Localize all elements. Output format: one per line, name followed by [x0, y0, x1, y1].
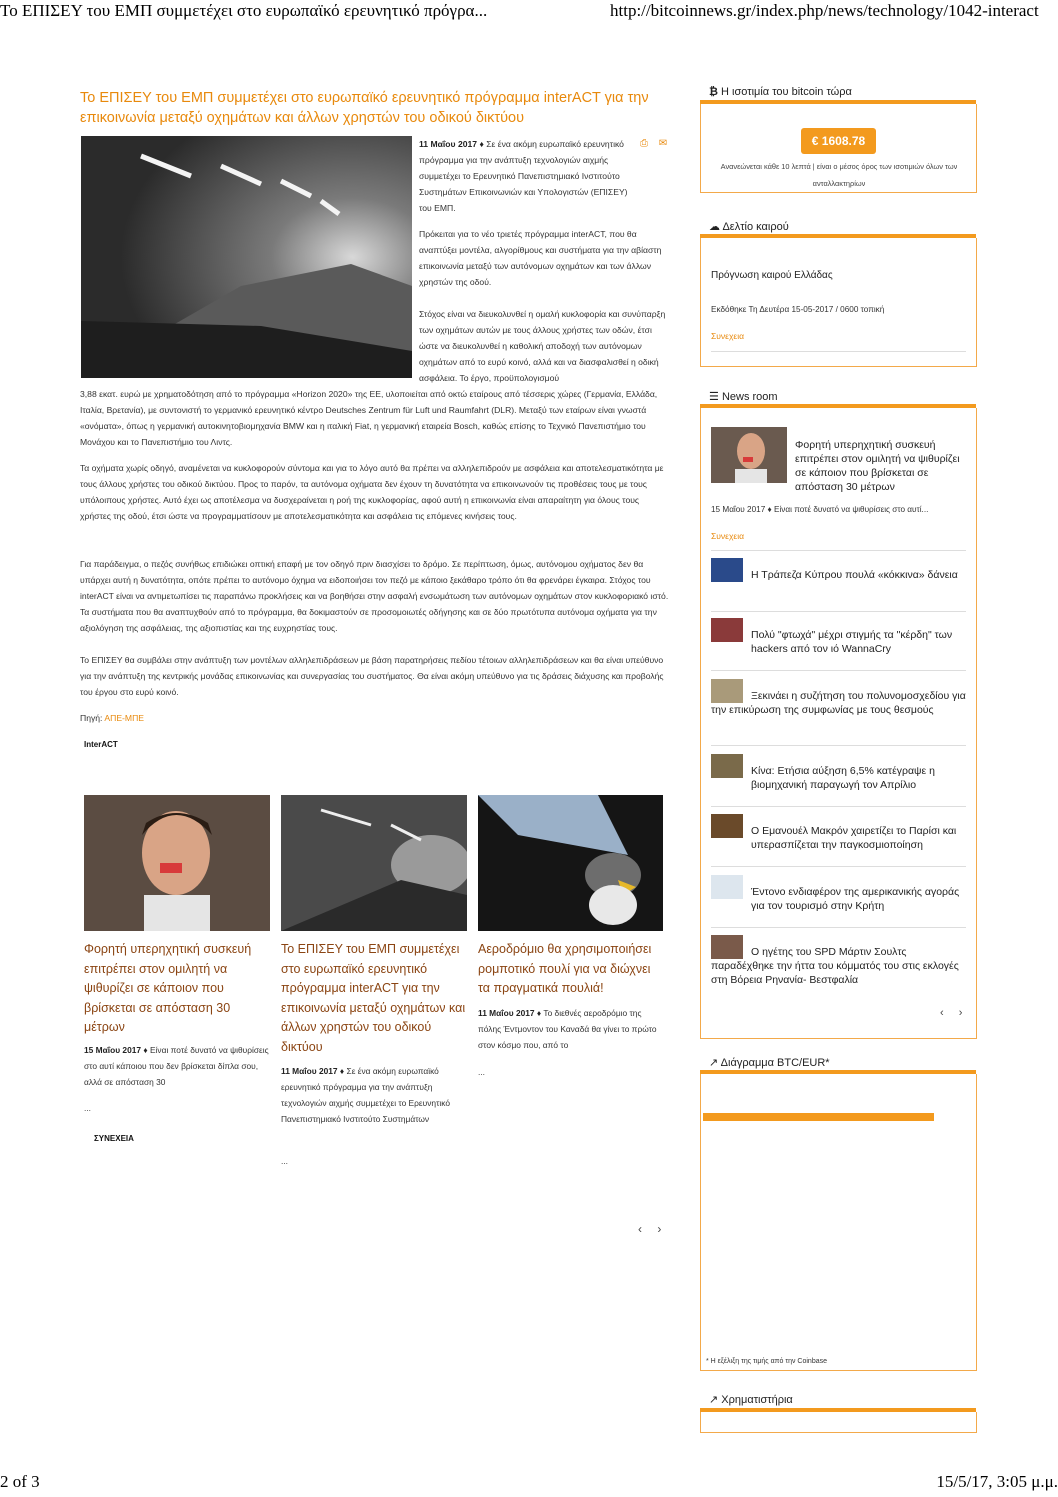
article-paragraph-3b: 3,88 εκατ. ευρώ με χρηματοδότηση από το πρόγραμμα «Horizon 2020» της ΕΕ, υλοποιείται από οκτώ εταίρους από τέσσερις χώρες (Γερμανία, Ελλάδα, Ιταλία, Βρετανία), με συντονιστή το γερμανικό ερευνητικό κέντρο Deutsches Zentrum für Luft und Raumfahrt (DLR). Μεταξύ των εταίρων είναι γνωστά «ονόματα», όπως η γερμανική αυτοκινητοβιομηχανία BMW και η ιταλική Fiat, η γερμανική εταιρεία Bosch, καθώς επίσης το Τεχνικό Πανεπιστήμιο του Μονάχου και το Πανεπιστήμιο του Λιντς.: [80, 389, 658, 447]
card-ellipsis: ...: [281, 1156, 288, 1166]
card-ellipsis: ...: [478, 1067, 485, 1077]
article-tag[interactable]: InterACT: [84, 740, 118, 749]
list-icon: ☰: [709, 391, 719, 403]
source-label: Πηγή:: [80, 713, 103, 723]
weather-issued: Εκδόθηκε Τη Δευτέρα 15-05-2017 / 0600 τοπική: [711, 305, 885, 314]
news-item-china[interactable]: Κίνα: Ετήσια αύξηση 6,5% κατέγραψε η βιομηχανική παραγωγή τον Απρίλιο: [751, 765, 935, 791]
print-page-url: http://bitcoinnews.gr/index.php/news/technology/1042-interact: [610, 1, 1039, 20]
bitcoin-icon: ₿: [709, 86, 718, 98]
card-excerpt: Σε ένα ακόμη ευρωπαϊκό ερευνητικό πρόγραμμα για την ανάπτυξη τεχνολογιών αιχμής συμμετέχει το Ερευνητικό Πανεπιστημιακό Ινστιτούτο Συστημάτων: [281, 1066, 450, 1124]
article-paragraph-6: Το ΕΠΙΣΕΥ θα συμβάλει στην ανάπτυξη των μοντέλων αλληλεπιδράσεων με βάση παρατηρήσεις πεδίου τέτοιων αλληλεπιδράσεων και θα είναι υπεύθυνο για την ανάπτυξη της κεντρικής μονάδας επικοινωνίας και συνεργασίας του συστήματος. Θα είναι ακόμη υπεύθυνο για τις δράσεις διάχυσης και προβολής του έργου στο ευρύ κοινό.: [80, 655, 664, 697]
card-image-whisper[interactable]: [84, 795, 270, 931]
news-item-bank-cyprus[interactable]: Η Τράπεζα Κύπρου πουλά «κόκκινα» δάνεια: [751, 569, 958, 581]
news-item-bill[interactable]: Ξεκινάει η συζήτηση του πολυνομοσχεδίου για την επικύρωση της συμφωνίας με τους θεσμούς: [711, 690, 966, 716]
newsroom-heading-text: News room: [721, 391, 778, 403]
card-title-interact[interactable]: Το ΕΠΙΣΕΥ του ΕΜΠ συμμετέχει στο ευρωπαϊκό ερευνητικό πρόγραμμα interACT για την επικοινωνία μεταξύ οχημάτων και άλλων χρηστών του οδικού δικτύου: [281, 942, 466, 1054]
article-image: [81, 136, 412, 378]
newsroom-next-arrow[interactable]: ›: [958, 1007, 963, 1019]
print-datetime: 15/5/17, 3:05 μ.μ.: [936, 1472, 1058, 1491]
card-image-robot-bird[interactable]: [478, 795, 663, 931]
article-paragraph-2: Πρόκειται για το νέο τριετές πρόγραμμα interACT, που θα αναπτύξει μοντέλα, αλγορίθμους και συστήματα για την αβίαστη επικοινωνία μεταξύ των αυτόνομων οχημάτων και των άλλων χρηστών της οδού.: [419, 229, 662, 287]
cards-prev-arrow[interactable]: ‹: [638, 1222, 642, 1236]
newsroom-lead-excerpt: Είναι ποτέ δυνατό να ψιθυρίσεις στο αυτί...: [774, 505, 929, 514]
card-excerpt: Το διεθνές αεροδρόμιο της πόλης Έντμοντον του Καναδά θα γίνει το πρώτο στον κόσμο που, από το: [478, 1008, 657, 1050]
chart-loading-bar: [703, 1113, 934, 1121]
weather-widget-heading: [709, 220, 789, 233]
news-thumb-crete[interactable]: [711, 875, 743, 899]
newsroom-divider: [711, 806, 966, 807]
article-paragraph-5: Για παράδειγμα, ο πεζός συνήθως επιδιώκει οπτική επαφή με τον οδηγό πριν διασχίσει το δρόμο. Σε περίπτωση, όμως, αυτόνομου οχήματος δεν θα υπάρχει αυτή η δυνατότητα, οπότε πρέπει το αυτόνομο όχημα να ειδοποιήσει τον πεζό με κάποιο ξεκάθαρο τρόπο ότι θα φρενάρει έγκαιρα. Στόχος του interACT είναι να αντιμετωπίσει τις παραπάνω προκλήσεις και να βοηθήσει στην ασφαλή ενσωμάτωση των αυτόνομων οχημάτων στον κυκλοφοριακό ιστό. Τα συστήματα που θα αναπτυχθούν από το πρόγραμμα, θα δοκιμαστούν σε προσομοιωτές οδήγησης και σε δύο πρωτότυπα αυτόνομα οχήματα για την αξιολόγηση της ασφάλειας, της αξιοπιστίας και της ευχρηστίας τους.: [80, 559, 669, 633]
article-intro: Σε ένα ακόμη ευρωπαϊκό ερευνητικό πρόγραμμα για την ανάπτυξη τεχνολογιών αιχμής συμμετέχει το Ερευνητικό Πανεπιστημιακό Ινστιτούτο Συστημάτων Επικοινωνιών και Υπολογιστών (ΕΠΙΣΕΥ) του ΕΜΠ.: [419, 139, 628, 213]
man-photo-illustration: [84, 795, 270, 931]
print-page-number: 2 of 3: [0, 1472, 40, 1491]
card-more-button[interactable]: ΣΥΝΕΧΕΙΑ: [94, 1134, 134, 1143]
card-ellipsis: ...: [84, 1103, 91, 1113]
chart-source-note: * Η εξέλιξη της τιμής από την Coinbase: [706, 1358, 828, 1365]
card-title-whisper[interactable]: Φορητή υπερηχητική συσκευή επιτρέπει στον ομιλητή να ψιθυρίζει σε κάποιον που βρίσκεται σε απόσταση 30 μέτρων: [84, 942, 252, 1034]
cards-next-arrow[interactable]: ›: [657, 1222, 662, 1236]
card-date: 11 Μαΐου 2017 ♦: [281, 1066, 345, 1076]
newsroom-more-link[interactable]: Συνεχεια: [711, 531, 744, 541]
weather-divider: [711, 351, 966, 352]
tunnel-thumb-illustration: [281, 795, 467, 931]
card-title-robot-bird[interactable]: Αεροδρόμιο θα χρησιμοποιήσει ρομποτικό πουλί για να διώχνει τα πραγματικά πουλιά!: [478, 942, 652, 995]
newsroom-widget-heading: [709, 390, 778, 403]
newsroom-lead-title[interactable]: Φορητή υπερηχητική συσκευή επιτρέπει στον ομιλητή να ψιθυρίζει σε κάποιον που βρίσκεται σε απόσταση 30 μέτρων: [795, 439, 960, 493]
card-date: 11 Μαΐου 2017 ♦: [478, 1008, 542, 1018]
cloud-icon: ☁: [709, 221, 720, 233]
weather-title: Πρόγνωση καιρού Ελλάδας: [711, 270, 833, 281]
print-page-title: Το ΕΠΙΣΕΥ του ΕΜΠ συμμετέχει στο ευρωπαϊκό ερευνητικό πρόγρα...: [0, 1, 488, 20]
newsroom-divider: [711, 745, 966, 746]
btc-widget-heading: [709, 86, 852, 98]
btc-price-badge: € 1608.78: [801, 128, 876, 154]
stocks-line-icon: ↗: [709, 1394, 719, 1406]
btc-heading-text: Η ισοτιμία του bitcoin τώρα: [721, 86, 852, 98]
card-date: 15 Μαΐου 2017 ♦: [84, 1045, 148, 1055]
news-thumb-wannacry[interactable]: [711, 618, 743, 642]
newsroom-lead-thumb[interactable]: [711, 427, 787, 483]
newsroom-divider: [711, 611, 966, 612]
chart-heading-text: Διάγραμμα BTC/EUR*: [720, 1057, 830, 1069]
news-thumb-bank[interactable]: [711, 558, 743, 582]
man-thumb-illustration: [711, 427, 787, 483]
article-paragraph-3a: Στόχος είναι να διευκολυνθεί η ομαλή κυκλοφορία και συνύπαρξη των οχημάτων αυτών με τους άλλους χρήστες των οδών, έτσι ώστε να διευκολυνθεί η καθολική αποδοχή των αυτόνομων οχημάτων από το ευρύ κοινό, αλλά και να διασφαλισθεί η οδική ασφάλεια. Το έργο, προϋπολογισμού: [419, 309, 666, 383]
source-link[interactable]: ΑΠΕ-ΜΠΕ: [104, 713, 145, 723]
btc-update-note: Ανανεώνεται κάθε 10 λεπτά | είναι ο μέσος όρος των ισοτιμιών όλων των ανταλλακτηρίων: [720, 162, 958, 188]
email-icon[interactable]: ✉: [658, 138, 668, 149]
newsroom-lead-date: 15 Μαΐου 2017 ♦: [711, 505, 772, 514]
stocks-heading-text: Χρηματιστήρια: [721, 1394, 793, 1406]
falcon-illustration: [478, 795, 663, 931]
tunnel-illustration: [81, 136, 412, 378]
news-item-macron[interactable]: Ο Εμανουέλ Μακρόν χαιρετίζει το Παρίσι και υπερασπίζεται την παγκοσμιοποίηση: [751, 825, 957, 851]
article-date: 11 Μαΐου 2017 ♦: [419, 139, 484, 149]
article-title: Το ΕΠΙΣΕΥ του ΕΜΠ συμμετέχει στο ευρωπαϊκό ερευνητικό πρόγραμμα interACT για την επικοινωνία μεταξύ οχημάτων και άλλων χρηστών του οδικού δικτύου: [80, 90, 649, 126]
news-thumb-macron[interactable]: [711, 814, 743, 838]
newsroom-divider: [711, 670, 966, 671]
card-image-tunnel[interactable]: [281, 795, 467, 931]
chart-widget-heading: [709, 1056, 830, 1069]
newsroom-divider: [711, 550, 966, 551]
article-paragraph-4: Τα οχήματα χωρίς οδηγό, αναμένεται να κυκλοφορούν σύντομα και για το λόγο αυτό θα πρέπει να αλληλεπιδρούν με ασφάλεια και αποτελεσματικότητα με τους άλλους χρήστες του οδικού δικτύου. Προς το παρόν, τα αυτόνομα οχήματα δεν έχουν τη δυνατότητα να επικοινωνούν τις προθέσεις τους με τους υπόλοιπους χρήστες. Αυτό έχει ως αποτέλεσμα να δυσχεραίνεται η ροή της κυκλοφορίας, αφού αυτή η επικοινωνία είναι απαραίτητη για όλους τους χρήστες της οδού, έτσι ώστε να προγραμματίσουν με αποτελεσματικότητα και ασφάλεια τις επόμενες κινήσεις τους.: [80, 463, 664, 521]
news-item-schulz[interactable]: Ο ηγέτης του SPD Μάρτιν Σουλτς παραδέχθηκε την ήττα του κόμματός του στις εκλογές στη Βόρεια Ρηνανία- Βεστφαλία: [711, 946, 959, 986]
stocks-widget-box: [700, 1412, 977, 1433]
card-excerpt: Είναι ποτέ δυνατό να ψιθυρίσεις στο αυτί κάποιου που δεν βρίσκεται δίπλα σου, αλλά σε απόσταση 30: [84, 1045, 269, 1087]
newsroom-divider: [711, 866, 966, 867]
newsroom-prev-arrow[interactable]: ‹: [940, 1007, 944, 1019]
news-item-wannacry[interactable]: Πολύ "φτωχά" μέχρι στιγμής τα "κέρδη" των hackers από τον ιό WannaCry: [751, 629, 953, 655]
news-thumb-china[interactable]: [711, 754, 743, 778]
news-item-crete[interactable]: Έντονο ενδιαφέρον της αμερικανικής αγοράς για τον τουρισμό στην Κρήτη: [751, 886, 960, 912]
weather-heading-text: Δελτίο καιρού: [722, 221, 789, 233]
chart-line-icon: ↗: [709, 1057, 719, 1069]
newsroom-divider: [711, 927, 966, 928]
stocks-widget-heading: [709, 1393, 793, 1406]
weather-widget-box: [700, 238, 977, 367]
weather-more-link[interactable]: Συνεχεια: [711, 331, 744, 341]
print-icon[interactable]: ⎙: [640, 138, 648, 149]
